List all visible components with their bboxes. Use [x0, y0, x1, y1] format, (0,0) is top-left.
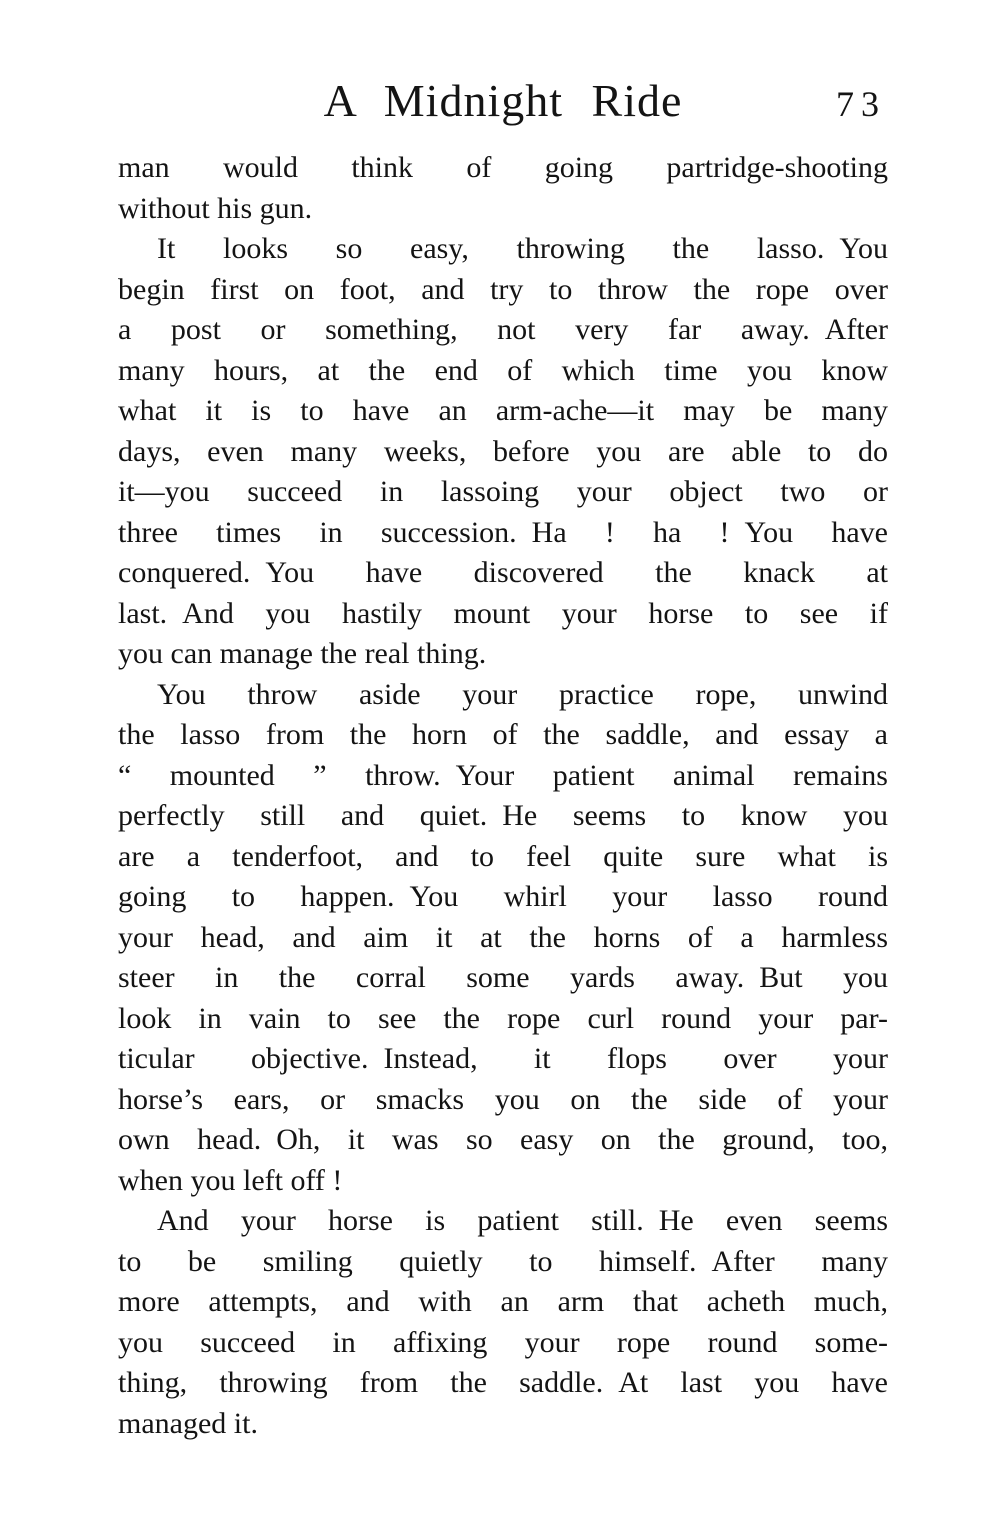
text-line: steer in the corral some yards away. But you	[118, 961, 888, 994]
text-line: managed it.	[118, 1406, 258, 1440]
text-line: begin first on foot, and try to throw the rope over	[118, 272, 888, 306]
text-line: more attempts, and with an arm that acheth much,	[118, 1285, 888, 1318]
text-line: a post or something, not very far away. After	[118, 313, 888, 346]
text-line: perfectly still and quiet. He seems to know you	[118, 799, 888, 832]
text-line: conquered. You have discovered the knack at	[118, 556, 888, 589]
text-column	[118, 74, 888, 1444]
text-line: days, even many weeks, before you are able to do	[118, 434, 888, 468]
paragraph	[118, 148, 888, 229]
text-line: thing, throwing from the saddle. At last you have	[118, 1366, 888, 1399]
text-line: when you left off !	[118, 1163, 343, 1197]
text-line: it—you succeed in lassoing your object two or	[118, 475, 888, 508]
text-line: your head, and aim it at the horns of a harmless	[118, 920, 888, 954]
text-line: going to happen. You whirl your lasso round	[118, 880, 888, 913]
text-line: You throw aside your practice rope, unwind	[157, 677, 888, 711]
text-line: many hours, at the end of which time you know	[118, 353, 888, 387]
page-number: 73	[836, 84, 886, 124]
paragraph	[118, 1201, 888, 1444]
paragraph	[118, 229, 888, 675]
page-body	[118, 148, 888, 1444]
text-line: horse’s ears, or smacks you on the side of your	[118, 1082, 888, 1116]
text-line: man would think of going partridge-shooting	[118, 151, 888, 184]
text-line: last. And you hastily mount your horse to see if	[118, 596, 888, 630]
text-line: look in vain to see the rope curl round your par-	[118, 1001, 888, 1035]
text-line: own head. Oh, it was so easy on the ground, too,	[118, 1123, 888, 1156]
text-line: ticular objective. Instead, it flops over your	[118, 1042, 888, 1075]
text-line: you can manage the real thing.	[118, 637, 487, 670]
text-line: are a tenderfoot, and to feel quite sure what is	[118, 839, 888, 873]
paragraph	[118, 675, 888, 1202]
text-line: what it is to have an arm-ache—it may be many	[118, 394, 888, 427]
text-line: without his gun.	[118, 191, 313, 225]
text-line: to be smiling quietly to himself. After many	[118, 1244, 888, 1278]
text-line: “ mounted ” throw. Your patient animal remains	[118, 758, 888, 792]
text-line: the lasso from the horn of the saddle, and essay a	[118, 718, 888, 751]
text-line: three times in succession. Ha ! ha ! You have	[118, 515, 888, 549]
text-line: you succeed in affixing your rope round some-	[118, 1325, 888, 1359]
text-line: And your horse is patient still. He even seems	[157, 1204, 888, 1237]
text-line: It looks so easy, throwing the lasso. You	[157, 232, 888, 265]
running-head	[118, 74, 888, 148]
page-title: A Midnight Ride	[323, 75, 683, 126]
